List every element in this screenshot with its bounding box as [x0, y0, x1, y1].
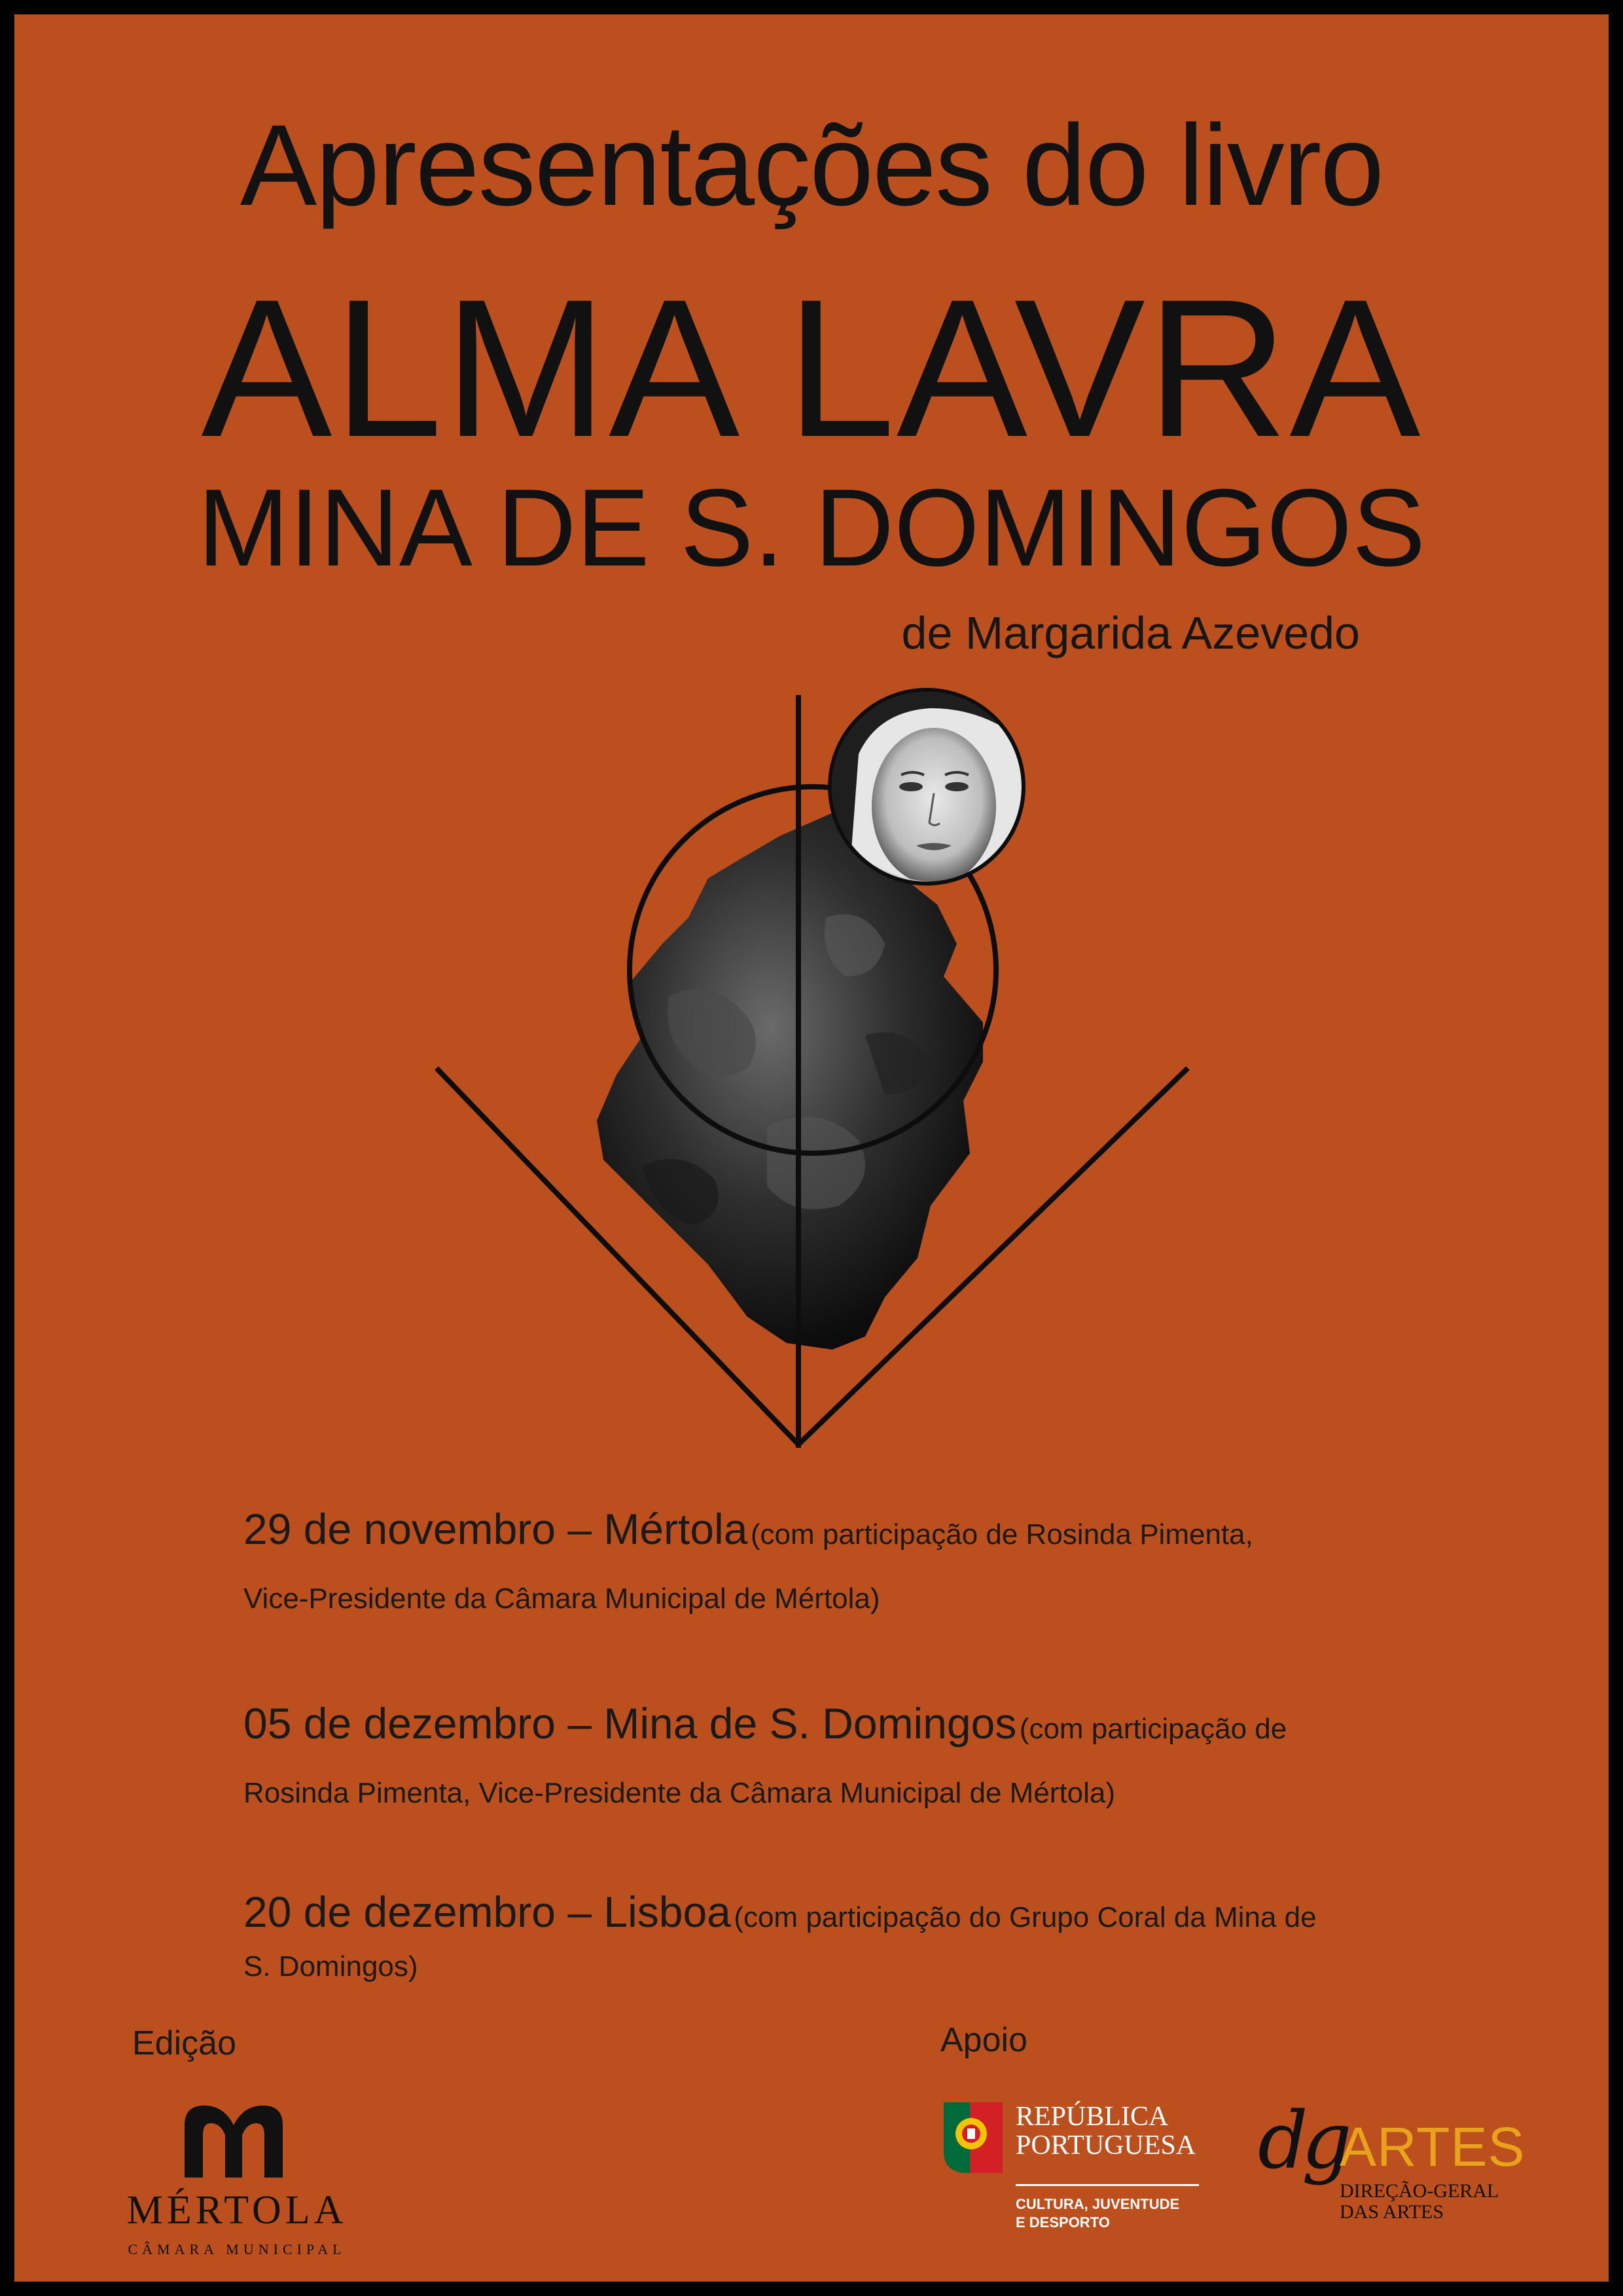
event-note-continued: S. Domingos) [243, 1950, 418, 1982]
book-subtitle: MINA DE S. DOMINGOS [197, 466, 1426, 589]
republica-divider [1016, 2184, 1199, 2186]
event-header [243, 1889, 1380, 1947]
mertola-subtitle: CÂMARA MUNICIPAL [128, 2241, 346, 2257]
portugal-flag-icon [937, 2089, 1009, 2181]
event-item [243, 1889, 1380, 1986]
event-date-place: 20 de dezembro – Lisboa [243, 1888, 731, 1936]
event-note-continued: Rosinda Pimenta, Vice-Presidente da Câmara Municipal de Mértola) [243, 1777, 1116, 1809]
mertola-arch-icon [126, 2096, 348, 2187]
event-note: (com participação do Grupo Coral da Mina de [734, 1901, 1317, 1933]
event-header [243, 1500, 1380, 1570]
event-note: (com participação de [1019, 1713, 1287, 1745]
event-item [243, 1695, 1380, 1822]
rock-image [597, 813, 983, 1350]
mertola-name: MÉRTOLA [126, 2188, 348, 2233]
dgartes-name: ARTES [1340, 2116, 1525, 2178]
republica-subtitle: CULTURA, JUVENTUDE E DESPORTO [1016, 2196, 1180, 2231]
republica-title: REPÚBLICA PORTUGUESA [1016, 2102, 1196, 2161]
dgartes-logo [1258, 2089, 1533, 2253]
event-header [243, 1695, 1380, 1765]
dgartes-subtitle: DIREÇÃO-GERAL DAS ARTES [1340, 2180, 1499, 2223]
heading: Apresentações do livro [240, 101, 1383, 230]
event-date-place: 29 de novembro – Mértola [243, 1505, 748, 1553]
event-note: (com participação de Rosinda Pimenta, [750, 1518, 1253, 1551]
event-note-continued: Vice-Presidente da Câmara Municipal de Mértola) [243, 1583, 880, 1615]
poster [14, 14, 1609, 2282]
dgartes-script: dg [1258, 2096, 1346, 2187]
event-item [243, 1500, 1380, 1628]
book-title: ALMA LAVRA [201, 258, 1422, 478]
republica-portuguesa-logo [937, 2089, 1212, 2253]
event-date-place: 05 de dezembro – Mina de S. Domingos [243, 1699, 1017, 1748]
apoio-label: Apoio [940, 2021, 1027, 2059]
author-line: de Margarida Azevedo [901, 607, 1360, 658]
mertola-logo [126, 2096, 361, 2266]
events-list [243, 1500, 1380, 2053]
edicao-label: Edição [132, 2024, 236, 2062]
